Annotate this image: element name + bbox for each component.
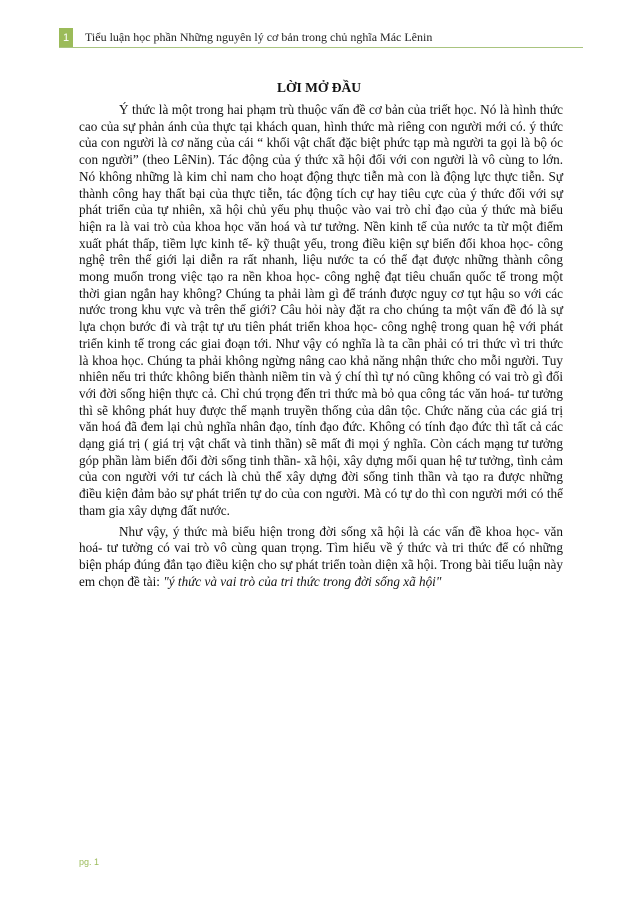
paragraph-2 <box>79 524 563 591</box>
essay-topic: "ý thức và vai trò của tri thức trong đời sống xã hội" <box>163 573 442 589</box>
document-body <box>79 102 563 590</box>
paragraph-2-text: Như vậy, ý thức mà biểu hiện trong đời sống xã hội là các vấn đề khoa học- văn hoá- tư tưởng có vai trò vô cùng quan trọng. Tìm hiểu về ý thức và tri thức để có những biện pháp đúng đắn tạo điều kiện cho sự phát triển toàn diện xã hội. Trong bài tiểu luận này em chọn đề tài: <box>79 523 563 589</box>
paragraph-1: Ý thức là một trong hai phạm trù thuộc vấn đề cơ bản của triết học. Nó là hình thức cao của sự phản ánh của thực tại khách quan, hình thức mà riêng con người mới có. ý thức của con người là cơ năng của cái “ khối vật chất đặc biệt phức tạp mà người ta gọi là bộ óc con người” (theo LêNin). Tác động của ý thức xã hội đối với con người là vô cùng to lớn. Nó không những là kim chỉ nam cho hoạt động thực tiễn mà con là động lực thực tiễn. Sự thành công hay thất bại của thực tiễn, tác động tích cự hay tiêu cực của ý thức đối với sự phát triển của tự nhiên, xã hội chủ yếu phụ thuộc vào vai trò chỉ đạo của ý thức mà biểu hiện ra là vai trò của khoa học văn hoá và tư tưởng. Nền kinh tế của nước ta từ một điểm xuất phát thấp, tiềm lực kinh tế- kỹ thuật yếu, trong điều kiện sự biến đổi khoa học- công nghệ trên thế giới lại diễn ra rất nhanh, liệu nước ta có thể đạt được những thành công mong muốn trong việc tạo ra nền khoa học- công nghệ đạt tiêu chuẩn quốc tế trong một thời gian ngắn hay không? Chúng ta phải làm gì để tránh được nguy cơ tụt hậu so với các nước trong khu vực và trên thế giới? Câu hỏi này đặt ra cho chúng ta một vấn đề đó là sự lựa chọn bước đi và trật tự ưu tiên phát triển khoa học- công nghệ trong quan hệ với phát triển kinh tế trong các giai đoạn tới. Như vậy có nghĩa là ta cần phải có tri thức vì tri thức là khoa học. Chúng ta phải không ngừng nâng cao khả năng nhận thức cho mỗi người. Tuy nhiên nếu tri thức không biến thành niềm tin và ý chí thì tự nó cũng không có vai trò gì đối với đời sống hiện thực cả. Chỉ chú trọng đến tri thức mà bỏ qua công tác văn hoá- tư tưởng thì sẽ không phát huy được thế mạnh truyền thống của dân tộc. Chức năng của các giá trị văn hoá đã đem lại chủ nghĩa nhân đạo, tính đạo đức. Không có tính đạo đức thì tất cả các dạng giá trị ( giá trị vật chất và tinh thần) sẽ mất đi mọi ý nghĩa. Còn cách mạng tư tưởng góp phần làm biến đổi đời sống tinh thần- xã hội, xây dựng mối quan hệ tư tưởng, tình cảm của con người với tư cách là chủ thể xây dựng đời sống tinh thần và tạo ra được những điều kiện đảm bảo sự phát triển tự do của con người. Mà có tự do thì con người mới có thể tham gia xây dựng đất nước. <box>79 102 563 518</box>
document-heading: LỜI MỞ ĐẦU <box>277 80 361 95</box>
header-page-number: 1 <box>59 28 73 47</box>
header-title: Tiểu luận học phần Những nguyên lý cơ bản trong chủ nghĩa Mác Lênin <box>85 30 433 44</box>
page-header <box>59 28 583 48</box>
page-footer-number: pg. 1 <box>79 857 100 867</box>
